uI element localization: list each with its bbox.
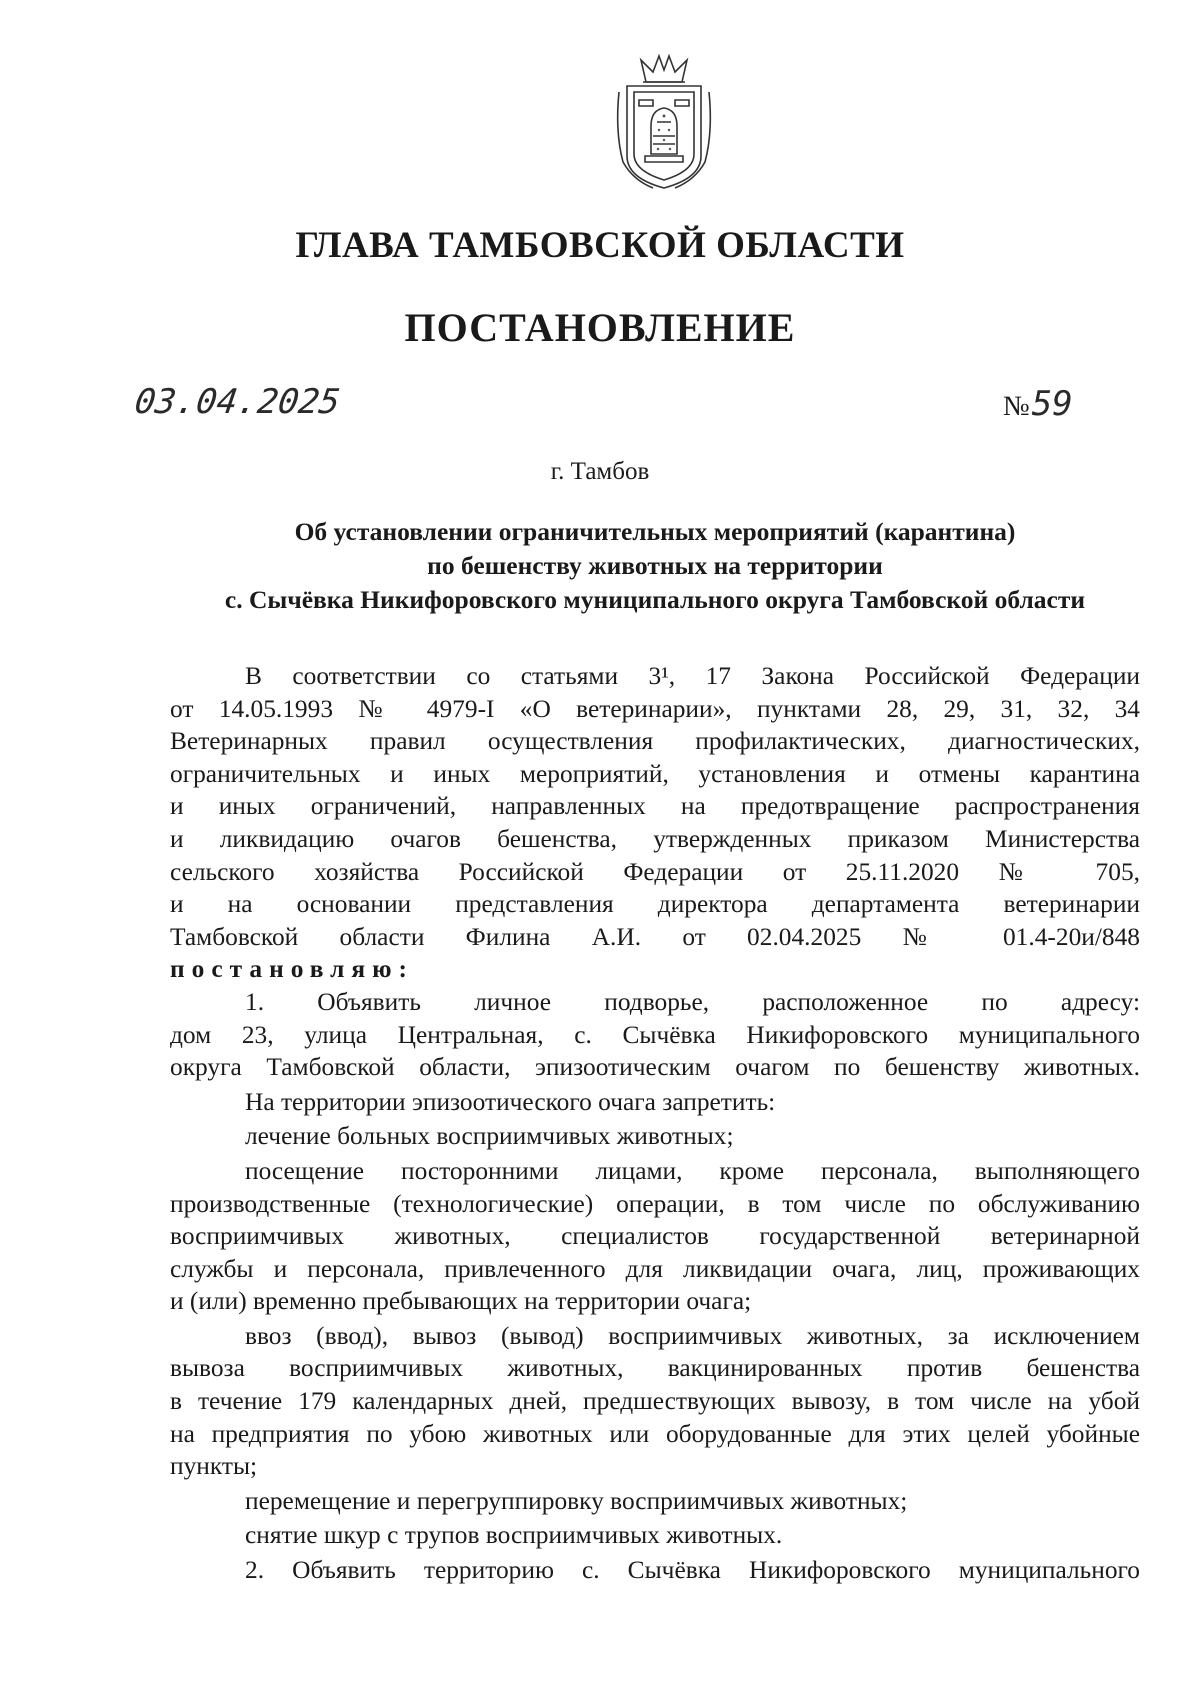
document-number	[1003, 384, 1073, 424]
body-line: и на основании представления директора департамента ветеринарии	[170, 890, 1140, 919]
document-subject	[170, 515, 1140, 617]
body-line: лечение больных восприимчивых животных;	[245, 1122, 734, 1151]
body-line: округа Тамбовской области, эпизоотическим очагом по бешенству животных.	[170, 1053, 1140, 1082]
body-line: вывоза восприимчивых животных, вакцинированных против бешенства	[170, 1354, 1140, 1383]
body-line: ограничительных и иных мероприятий, установления и отмены карантина	[170, 759, 1140, 788]
document-body	[170, 660, 1140, 1587]
decree-word: постановляю:	[170, 955, 414, 984]
body-line: и ликвидацию очагов бешенства, утвержденных приказом Министерства	[170, 824, 1140, 853]
body-line: и (или) временно пребывающих на территории очага;	[170, 1287, 752, 1316]
subject-line: Об установлении ограничительных мероприятий (карантина)	[294, 517, 1016, 546]
coat-of-arms-emblem	[613, 52, 715, 192]
number-value: 59	[1031, 384, 1073, 424]
body-line: снятие шкур с трупов восприимчивых животных.	[245, 1521, 783, 1550]
organization-title: ГЛАВА ТАМБОВСКОЙ ОБЛАСТИ	[295, 225, 905, 266]
body-line: от 14.05.1993 № 4979-I «О ветеринарии», пунктами 28, 29, 31, 32, 34	[170, 694, 1140, 723]
body-line: пункты;	[170, 1452, 258, 1481]
number-prefix: №	[1003, 391, 1030, 422]
body-line: В соответствии со статьями 3¹, 17 Закона Российской Федерации	[245, 662, 1140, 690]
body-line: на предприятия по убою животных или оборудованные для этих целей убойные	[170, 1419, 1140, 1448]
body-line: На территории эпизоотического очага запретить:	[245, 1087, 776, 1116]
body-line: сельского хозяйства Российской Федерации от 25.11.2020 № 705,	[170, 857, 1140, 886]
document-type-title: ПОСТАНОВЛЕНИЕ	[404, 305, 796, 350]
body-line: дом 23, улица Центральная, с. Сычёвка Никифоровского муниципального	[170, 1020, 1140, 1049]
body-line: 2. Объявить территорию с. Сычёвка Никифоровского муниципального	[245, 1556, 1140, 1585]
body-line: перемещение и перегруппировку восприимчивых животных;	[245, 1486, 908, 1515]
subject-line: с. Сычёвка Никифоровского муниципального округа Тамбовской области	[224, 585, 1086, 614]
body-line: службы и персонала, привлеченного для ликвидации очага, лиц, проживающих	[170, 1254, 1140, 1283]
body-line: и иных ограничений, направленных на предотвращение распространения	[170, 792, 1140, 821]
body-line: в течение 179 календарных дней, предшествующих вывозу, в том числе на убой	[170, 1387, 1140, 1416]
document-date: 03.04.2025	[132, 382, 343, 422]
body-line: посещение посторонними лицами, кроме персонала, выполняющего	[245, 1156, 1140, 1185]
body-line: производственные (технологические) операции, в том числе по обслуживанию	[170, 1189, 1140, 1218]
body-line: Тамбовской области Филина А.И. от 02.04.2025 № 01.4-20и/848	[170, 922, 1140, 951]
body-line: Ветеринарных правил осуществления профилактических, диагностических,	[170, 727, 1140, 756]
body-line: 1. Объявить личное подворье, расположенное по адресу:	[245, 987, 1140, 1016]
body-line: ввоз (ввод), вывоз (вывод) восприимчивых животных, за исключением	[245, 1321, 1140, 1350]
body-line: восприимчивых животных, специалистов государственной ветеринарной	[170, 1222, 1140, 1251]
subject-line: по бешенству животных на территории	[427, 551, 883, 580]
city-line: г. Тамбов	[550, 458, 650, 485]
